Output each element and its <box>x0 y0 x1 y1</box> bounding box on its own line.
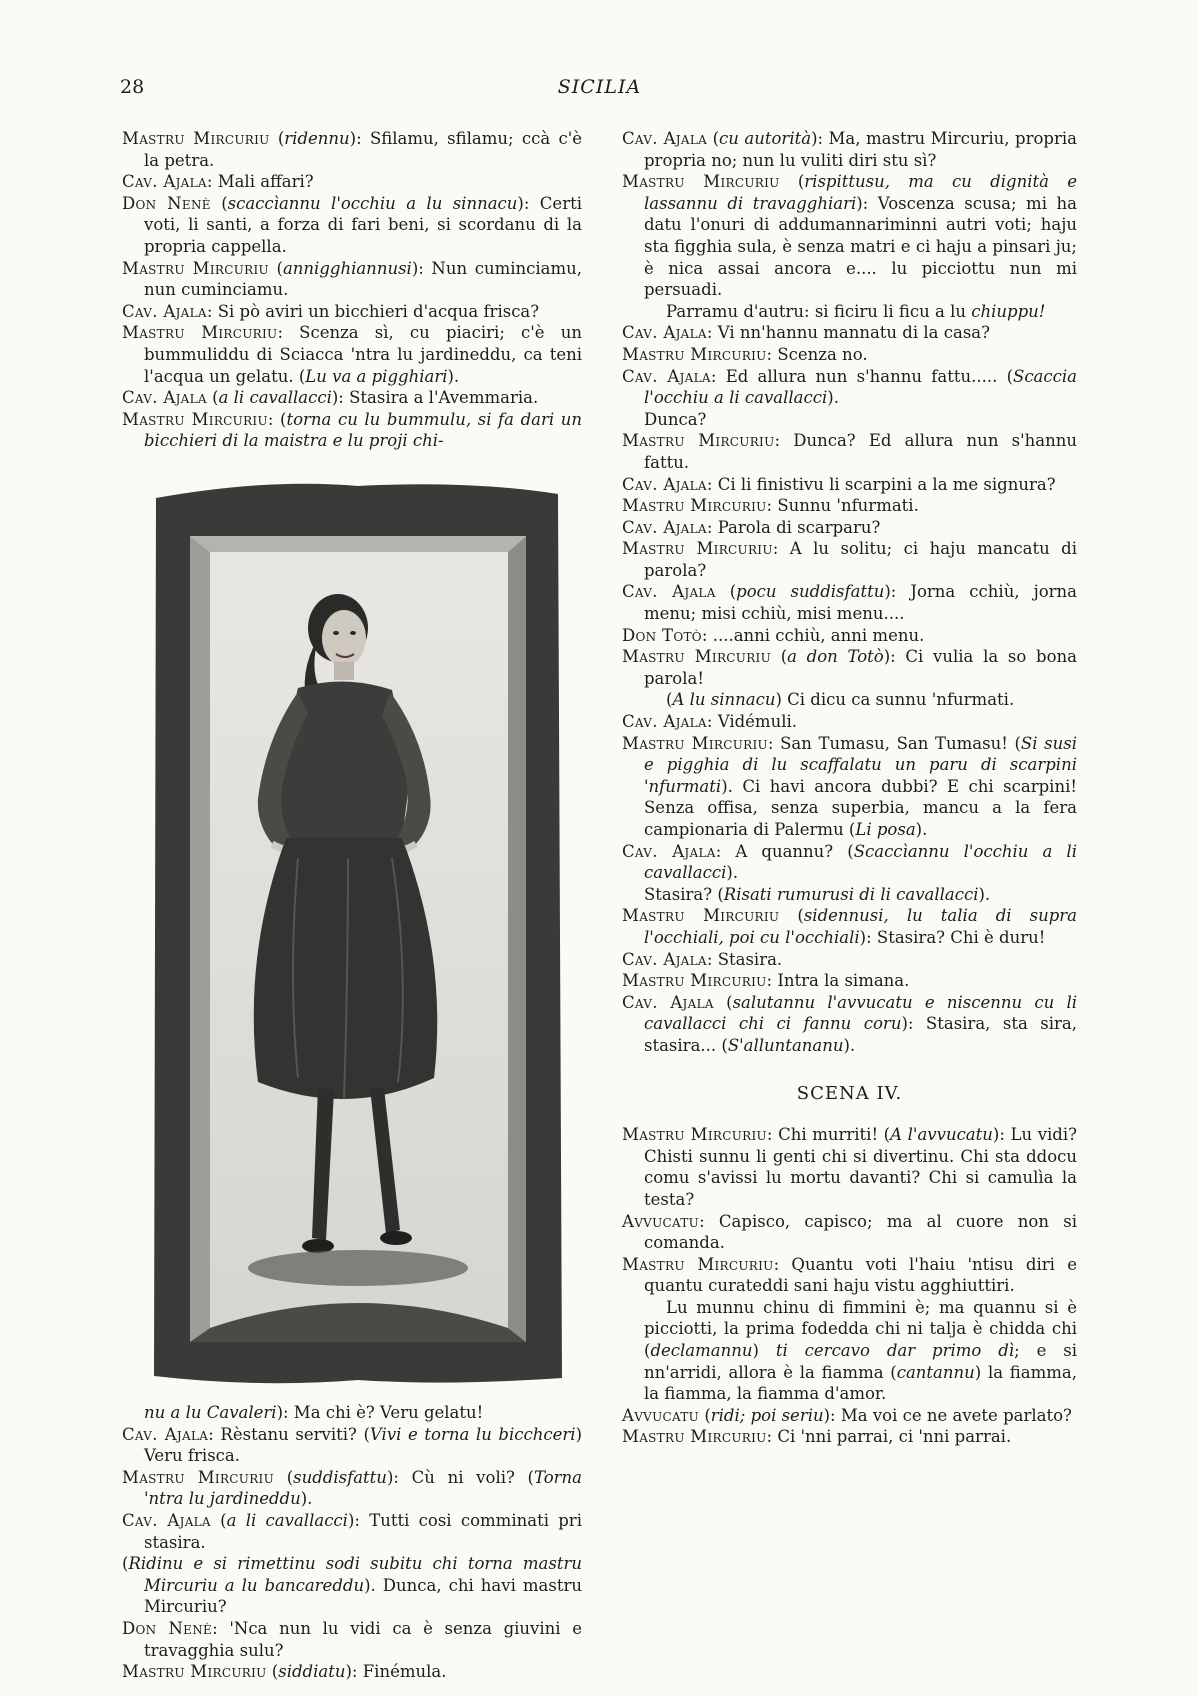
speaker-name: Mastru Mircuriu <box>622 906 780 926</box>
stage-direction: ti cercavo dar primo dì <box>775 1341 1015 1361</box>
dialogue-paragraph <box>622 1426 1077 1448</box>
speaker-name: Cav. Ajala <box>622 992 714 1012</box>
dialogue-text: ). <box>915 820 928 839</box>
stage-direction: declamannu <box>650 1341 753 1361</box>
stage-direction: Torna 'ntra lu jardineddu <box>144 1467 582 1509</box>
stage-direction: Li posa <box>855 820 916 839</box>
speaker-name: Mastru Mircuriu <box>622 431 775 451</box>
scene-heading: SCENA IV. <box>796 1082 903 1104</box>
dialogue-text: ): Tutti cosi comminati pri stasira. <box>144 1510 582 1552</box>
dialogue-text: ( <box>210 193 228 213</box>
dialogue-text: : 'Nca nun lu vidi ca è senza giuvini e travagghia sulu? <box>144 1618 582 1660</box>
stage-direction: pocu suddisfattu <box>736 582 885 602</box>
dialogue-text: : Ed allura nun s'hannu fattu..... ( <box>710 366 1014 386</box>
dialogue-text: ). Ci havi ancora dubbi? E chi scarpini! Senza offisa, senza superbia, mancu a la fera campionaria di Palermu ( <box>644 776 1077 839</box>
dialogue-text: : Ci li finistivu li scarpini a la me signura? <box>706 474 1056 494</box>
dialogue-text: : Stasira. <box>706 949 783 969</box>
dialogue-text: ( <box>268 258 283 278</box>
dialogue-paragraph <box>122 1467 582 1510</box>
stage-direction: Risati rumurusi di li cavallacci <box>723 884 979 904</box>
dialogue-paragraph <box>622 1297 1077 1405</box>
dialogue-text: ): Stasira? Chi è duru! <box>859 927 1046 947</box>
speaker-name: Cav. Ajala <box>622 517 707 537</box>
dialogue-text: ): Jorna cchiù, jorna menu; misi cchiù, misi menu.... <box>644 582 1077 624</box>
dialogue-text: : Intra la simana. <box>766 971 910 991</box>
dialogue-paragraph <box>622 905 1077 948</box>
speaker-name: Cav. Ajala <box>122 172 207 192</box>
speaker-name: Cav. Ajala <box>622 582 716 602</box>
dialogue-text: : Capisco, capisco; ma al cuore non si comanda. <box>644 1211 1077 1253</box>
dialogue-text: ( <box>269 129 285 148</box>
dialogue-text: ( <box>779 906 804 926</box>
dialogue-text: Dunca? <box>644 409 707 429</box>
dialogue-paragraph <box>622 646 1077 689</box>
speaker-name: Cav. Ajala <box>622 841 716 861</box>
speaker-name: Cav. Ajala <box>622 366 711 386</box>
dialogue-paragraph <box>122 1424 582 1467</box>
dialogue-text: ): Nun cuminciamu, nun cuminciamu. <box>144 258 582 300</box>
dialogue-paragraph <box>622 581 1077 624</box>
dialogue-paragraph <box>622 1254 1077 1297</box>
dialogue-text: ): Lu vidi? Chisti sunnu li genti chi si divertinu. Chi sta ddocu comu s'avissi lu mortu davanti? Chi si camulìa la testa? <box>644 1125 1077 1209</box>
dialogue-text: ( <box>779 172 805 192</box>
dialogue-paragraph <box>122 193 582 258</box>
dialogue-paragraph <box>622 344 1077 366</box>
dialogue-text: : Chi murriti! ( <box>766 1125 891 1145</box>
speaker-name: Mastru Mircuriu <box>622 1125 767 1145</box>
dialogue-text: : Si pò aviri un bicchieri d'acqua frisca? <box>206 301 540 321</box>
speaker-name: Cav. Ajala <box>122 301 207 321</box>
stage-direction: Scaccìannu l'occhiu a li cavallacci <box>644 841 1077 883</box>
dialogue-text: : Rèstanu serviti? ( <box>208 1424 370 1444</box>
speaker-name: Mastru Mircuriu <box>122 129 270 148</box>
speaker-name: Mastru Mircuriu <box>122 409 268 429</box>
stage-direction: A lu sinnacu <box>672 690 776 710</box>
stage-direction: chiuppu! <box>971 301 1046 321</box>
stage-direction: S'alluntananu <box>727 1035 844 1055</box>
dialogue-paragraph <box>622 474 1077 496</box>
dialogue-paragraph <box>122 171 582 193</box>
dialogue-text: : Scenza sì, cu piaciri; c'è un bummuliddu di Sciacca 'ntra lu jardineddu, ca teni l'acqua un gelatu. ( <box>144 323 582 386</box>
speaker-name: Mastru Mircuriu <box>622 1254 774 1274</box>
speaker-name: Cav. Ajala <box>622 323 707 343</box>
dialogue-paragraph <box>622 538 1077 581</box>
dialogue-paragraph <box>122 1510 582 1553</box>
speaker-name: Mastru Mircuriu <box>622 539 773 559</box>
stage-direction: ridi; poi seriu <box>710 1405 824 1425</box>
speaker-name: Cav. Ajala <box>622 474 707 494</box>
dialogue-text: ). <box>726 863 739 883</box>
dialogue-text: ( <box>713 992 733 1012</box>
dialogue-paragraph <box>122 1618 582 1661</box>
stage-direction: Scaccia l'occhiu a li cavallacci <box>644 366 1077 408</box>
speaker-name: Mastru Mircuriu <box>622 344 767 364</box>
dialogue-text: ( <box>274 1467 294 1487</box>
stage-direction: Lu va a pigghiari <box>305 366 448 386</box>
speaker-name: Mastru Mircuriu <box>622 172 780 192</box>
right-column <box>622 128 1077 1448</box>
dialogue-paragraph <box>622 1211 1077 1254</box>
page-number: 28 <box>120 76 145 98</box>
speaker-name: Cav. Ajala <box>122 388 207 408</box>
left-column-bottom <box>122 1402 582 1683</box>
dialogue-text: ) Veru frisca. <box>144 1424 582 1466</box>
dialogue-text: ): Ci vulia la so bona parola! <box>644 647 1077 688</box>
dialogue-text: ) la fiamma, la fiamma, la fiamma d'amor. <box>644 1362 1077 1404</box>
illustration-drawing <box>148 478 568 1388</box>
dialogue-paragraph <box>122 409 582 452</box>
dialogue-text: ): Ma, mastru Mircuriu, propria propria no; nun lu vuliti diri stu sì? <box>644 129 1077 170</box>
dialogue-text: ): Voscenza scusa; mi ha datu l'onuri di addumannariminni autri voti; haju sta figghia sula, è senza matri e ci haju a pinsari ju; è nica assai ancora e.... lu picciottu nun mi persuadi. <box>644 193 1077 300</box>
dialogue-paragraph <box>622 1405 1077 1427</box>
dialogue-paragraph <box>622 301 1077 323</box>
speaker-name: Avvucatu <box>622 1405 700 1425</box>
speaker-name: Cav. Ajala <box>622 949 707 969</box>
dialogue-text: ) Ci dicu ca sunnu 'nfurmati. <box>775 690 1015 710</box>
dialogue-paragraph <box>622 625 1077 647</box>
dialogue-text: ): Finémula. <box>345 1662 447 1682</box>
stage-direction: a don Totò <box>787 647 884 667</box>
dialogue-paragraph <box>122 258 582 301</box>
dialogue-text: ). <box>978 884 991 904</box>
dialogue-paragraph <box>122 387 582 409</box>
speaker-name: Don Totò <box>622 625 702 645</box>
stage-direction: salutannu l'avvucatu e niscennu cu li cavallacci chi ci fannu coru <box>644 992 1077 1034</box>
stage-direction: a li cavallacci <box>226 1510 348 1530</box>
dialogue-paragraph <box>622 171 1077 301</box>
stage-direction: suddisfattu <box>293 1467 387 1487</box>
dialogue-text: ( <box>666 690 673 710</box>
dialogue-text: ): Ma voi ce ne avete parlato? <box>823 1405 1072 1425</box>
dialogue-paragraph <box>622 884 1077 906</box>
dialogue-text: ( <box>715 582 737 602</box>
dialogue-text: : Mali affari? <box>206 172 314 192</box>
stage-direction: siddiatu <box>278 1662 346 1682</box>
dialogue-text: ; e si nn'arridi, allora è la fiamma ( <box>644 1341 1078 1382</box>
stage-direction: nu a lu Cavaleri <box>144 1403 277 1422</box>
dialogue-paragraph <box>122 322 582 387</box>
speaker-name: Mastru Mircuriu <box>622 733 768 753</box>
dialogue-paragraph <box>622 689 1077 711</box>
stage-direction: Vivi e torna lu bicchceri <box>369 1424 576 1444</box>
dialogue-text: Lu munnu chinu di fimmini è; ma quannu si è picciotti, la prima fodedda chi ni talja è chidda chi ( <box>644 1297 1077 1361</box>
dialogue-paragraph <box>622 841 1077 884</box>
dialogue-paragraph <box>622 1124 1077 1210</box>
dialogue-text: : Sunnu 'nfurmati. <box>766 496 919 516</box>
dialogue-text: ). <box>827 388 839 408</box>
dialogue-text: ( <box>707 129 720 148</box>
stage-direction: cantannu <box>896 1362 975 1382</box>
dialogue-text: ): Stasira, sta sira, stasira... ( <box>644 1014 1077 1055</box>
speaker-name: Cav. Ajala <box>122 1424 209 1444</box>
stage-direction: scaccìannu l'occhiu a lu sinnacu <box>227 193 518 213</box>
stage-direction: sidennusi, lu talia di supra l'occhiali, poi cu l'occhiali <box>644 906 1077 947</box>
dialogue-text: ): Certi voti, li santi, a forza di fari beni, si scordanu di la propria cappella. <box>144 193 582 256</box>
stage-direction: a li cavallacci <box>218 388 332 408</box>
dialogue-paragraph <box>622 970 1077 992</box>
dialogue-paragraph <box>622 949 1077 971</box>
speaker-name: Avvucatu <box>622 1211 700 1231</box>
dialogue-text: : Dunca? Ed allura nun s'hannu fattu. <box>644 431 1077 472</box>
stage-direction: Ridinu e si rimettinu sodi subitu chi torna mastru Mircuriu a lu bancareddu <box>128 1554 582 1595</box>
dialogue-paragraph <box>622 409 1077 431</box>
speaker-name: Mastru Mircuriu <box>122 323 278 343</box>
dialogue-text: ( <box>206 388 219 408</box>
speaker-name: Mastru Mircuriu <box>122 258 269 278</box>
speaker-name: Don Nenè <box>122 193 211 213</box>
dialogue-text: ): Ma chi è? Veru gelatu! <box>276 1403 484 1422</box>
speaker-name: Don Nenè <box>122 1618 213 1638</box>
stage-direction: ridennu <box>284 129 350 148</box>
stage-direction: rispittusu, ma cu dignità e lassannu di travagghiari <box>644 172 1077 213</box>
speaker-name: Cav. Ajala <box>622 712 707 732</box>
dialogue-text: ): Stasira a l'Avemmaria. <box>331 388 539 408</box>
dialogue-paragraph <box>122 1661 582 1683</box>
speaker-name: Mastru Mircuriu <box>122 1662 267 1682</box>
speaker-name: Mastru Mircuriu <box>622 971 767 991</box>
dialogue-text: ): Sfilamu, sfilamu; ccà c'è la petra. <box>144 129 582 170</box>
dialogue-text: ( <box>266 1662 279 1682</box>
dialogue-text: ). <box>843 1035 856 1055</box>
dialogue-text: ). Dunca, chi havi mastru Mircuriu? <box>144 1575 582 1617</box>
dialogue-text: : Parola di scarparu? <box>706 517 881 537</box>
running-title: SICILIA <box>557 76 642 98</box>
dialogue-text: ( <box>122 1554 129 1574</box>
dialogue-text: Stasira? ( <box>644 884 724 904</box>
speaker-name: Mastru Mircuriu <box>122 1467 274 1487</box>
dialogue-paragraph <box>122 128 582 171</box>
stage-direction: cu autorità <box>719 129 812 148</box>
dialogue-paragraph <box>122 1553 582 1618</box>
dialogue-text: : ( <box>267 409 287 429</box>
dialogue-text: : Vidémuli. <box>706 712 797 732</box>
dialogue-text: : ....anni cchiù, anni menu. <box>701 625 925 645</box>
dialogue-paragraph <box>122 1402 582 1424</box>
speaker-name: Mastru Mircuriu <box>622 647 771 667</box>
dialogue-paragraph <box>622 733 1077 841</box>
dialogue-paragraph <box>622 366 1077 409</box>
speaker-name: Cav. Ajala <box>122 1510 211 1530</box>
dialogue-paragraph <box>122 301 582 323</box>
dialogue-paragraph <box>622 992 1077 1057</box>
page-header <box>0 76 1199 106</box>
dialogue-text: : A quannu? ( <box>715 841 854 861</box>
stage-direction: torna cu lu bummulu, si fa dari un bicchieri di la maistra e lu proji chi- <box>144 409 582 451</box>
speaker-name: Mastru Mircuriu <box>622 1427 767 1447</box>
dialogue-text: ): Cù ni voli? ( <box>386 1467 534 1487</box>
dialogue-paragraph <box>622 430 1077 473</box>
stage-direction: annigghiannusi <box>282 258 412 278</box>
dialogue-text: : Ci 'nni parrai, ci 'nni parrai. <box>766 1427 1012 1447</box>
dialogue-text: : Quantu voti l'haiu 'ntisu diri e quantu curateddi sani haju vistu agghiuttiri. <box>644 1254 1077 1296</box>
dialogue-text: : A lu solitu; ci haju mancatu di parola? <box>644 539 1077 580</box>
stage-direction: A l'avvucatu <box>890 1125 993 1145</box>
left-column-top <box>122 128 582 452</box>
dialogue-text: Parramu d'autru: si ficiru li ficu a lu <box>666 301 972 321</box>
dialogue-text: ( <box>699 1405 711 1425</box>
stage-direction: Si susi e pigghia di lu scaffalatu un paru di scarpini 'nfurmati <box>644 733 1077 796</box>
dialogue-paragraph <box>622 517 1077 539</box>
dialogue-text: ( <box>210 1510 227 1530</box>
dialogue-text: : Scenza no. <box>766 344 868 364</box>
speaker-name: Mastru Mircuriu <box>622 496 767 516</box>
dialogue-text: ). <box>447 366 460 386</box>
dialogue-paragraph <box>622 711 1077 733</box>
speaker-name: Cav. Ajala <box>622 129 708 148</box>
dialogue-paragraph <box>622 322 1077 344</box>
dialogue-text: ) <box>752 1341 776 1361</box>
dialogue-text: ( <box>771 647 788 667</box>
dialogue-text: : San Tumasu, San Tumasu! ( <box>767 733 1021 753</box>
dialogue-text: ). <box>300 1489 313 1509</box>
dialogue-paragraph <box>622 495 1077 517</box>
dialogue-text: : Vi nn'hannu mannatu di la casa? <box>706 323 990 343</box>
illustration-woman-in-doorway <box>148 478 568 1388</box>
dialogue-paragraph <box>622 128 1077 171</box>
